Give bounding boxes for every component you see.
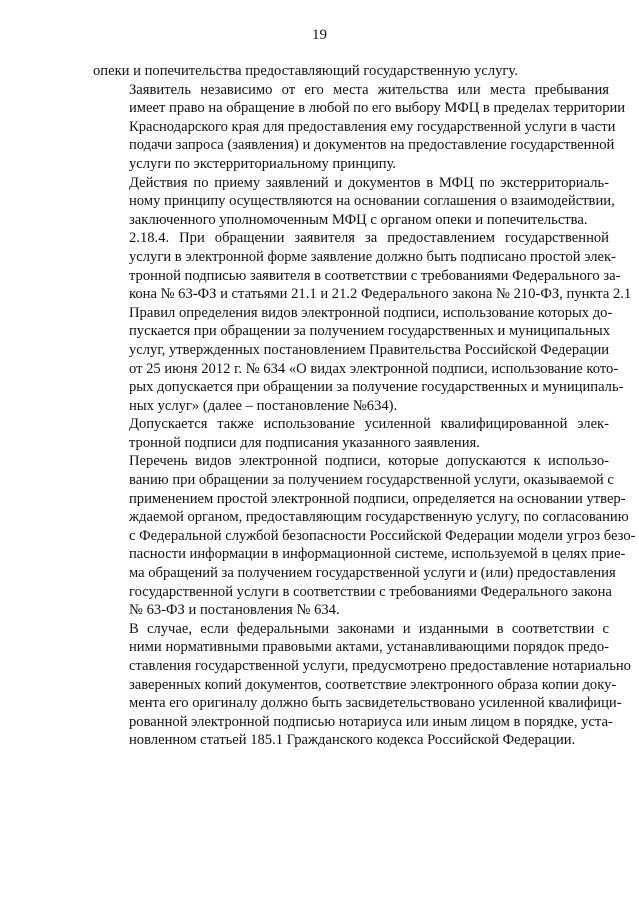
paragraph bbox=[93, 415, 609, 452]
text-line: тронной подписью заявителя в соответствии с требованиями Федерального за- bbox=[129, 267, 621, 284]
document-body bbox=[93, 62, 636, 750]
text-line: ставления государственной услуги, предусмотрено предоставление нотариально bbox=[129, 658, 631, 674]
text-line: тронной подписи для подписания указанного заявления. bbox=[129, 434, 480, 451]
text-line: Допускается также использование усиленной квалифицированной элек- bbox=[129, 416, 609, 433]
text-line: имеет право на обращение в любой по его выбору МФЦ в пределах территории bbox=[129, 100, 626, 117]
text-line: новленном статьей 185.1 Гражданского кодекса Российской Федерации. bbox=[129, 732, 576, 749]
paragraph bbox=[93, 174, 615, 230]
paragraph bbox=[93, 620, 631, 750]
paragraph bbox=[93, 62, 609, 81]
text-line: Действия по приему заявлений и документов в МФЦ по экстерриториаль- bbox=[129, 174, 609, 191]
text-line: рованной электронной подписью нотариуса или иным лицом в порядке, уста- bbox=[129, 713, 613, 730]
text-line: от 25 июня 2012 г. № 634 «О видах электронной подписи, использование кото- bbox=[129, 360, 619, 377]
text-line: ванию при обращении за получением государственной услуги, оказываемой с bbox=[129, 472, 614, 489]
text-line: заключенного уполномоченным МФЦ с органом опеки и попечительства. bbox=[129, 211, 588, 228]
text-line: подачи запроса (заявления) и документов на предоставление государственной bbox=[129, 137, 615, 154]
text-line: Перечень видов электронной подписи, которые допускаются к использо- bbox=[129, 453, 609, 470]
text-line: пускается при обращении за получением государственных и муниципальных bbox=[129, 323, 610, 340]
text-line: кона № 63-ФЗ и статьями 21.1 и 21.2 Федерального закона № 210-ФЗ, пункта 2.1 bbox=[129, 286, 632, 303]
text-line: мента его оригиналу должно быть засвидетельствовано усиленной квалифици- bbox=[129, 695, 622, 712]
text-line: ними нормативными правовыми актами, устанавливающими порядок предо- bbox=[129, 639, 609, 656]
text-line: ному принципу осуществляются на основании соглашения о взаимодействии, bbox=[129, 193, 615, 210]
text-line: Заявитель независимо от его места жительства или места пребывания bbox=[129, 81, 609, 98]
text-line: государственной услуги в соответствии с требованиями Федерального закона bbox=[129, 583, 612, 600]
text-line: рых допускается при обращении за получение государственных и муниципаль- bbox=[129, 379, 624, 396]
text-line: с Федеральной службой безопасности Российской Федерации модели угроз безо- bbox=[129, 527, 636, 544]
text-line: В случае, если федеральными законами и изданными в соответствии с bbox=[129, 620, 609, 637]
text-line: Правил определения видов электронной подписи, использование которых до- bbox=[129, 304, 613, 321]
paragraph bbox=[93, 81, 626, 174]
text-line: пасности информации в информационной системе, используемой в целях прие- bbox=[129, 546, 626, 563]
page-number: 19 bbox=[312, 27, 327, 43]
text-line: 2.18.4. При обращении заявителя за предоставлением государственной bbox=[129, 230, 609, 247]
text-line: услуги в электронной форме заявление должно быть подписано простой элек- bbox=[129, 248, 616, 265]
text-line: ных услуг» (далее – постановление №634). bbox=[129, 397, 398, 414]
paragraph bbox=[93, 452, 636, 619]
text-line: Краснодарского края для предоставления ему государственной услуги в части bbox=[129, 118, 616, 135]
text-line: услуги по экстерриториальному принципу. bbox=[129, 155, 397, 172]
text-line: № 63-ФЗ и постановления № 634. bbox=[129, 602, 340, 619]
paragraph bbox=[93, 229, 632, 415]
text-line: ждаемой органом, предоставляющим государственную услугу, по согласованию bbox=[129, 509, 629, 526]
text-line: опеки и попечительства предоставляющий государственную услугу. bbox=[93, 63, 518, 79]
text-line: применением простой электронной подписи, определяется на основании утвер- bbox=[129, 490, 626, 507]
text-line: ма обращений за получением государственной услуги и (или) предоставления bbox=[129, 565, 616, 582]
text-line: услуг, утвержденных постановлением Правительства Российской Федерации bbox=[129, 341, 610, 358]
text-line: заверенных копий документов, соответствие электронного образа копии доку- bbox=[129, 676, 617, 693]
